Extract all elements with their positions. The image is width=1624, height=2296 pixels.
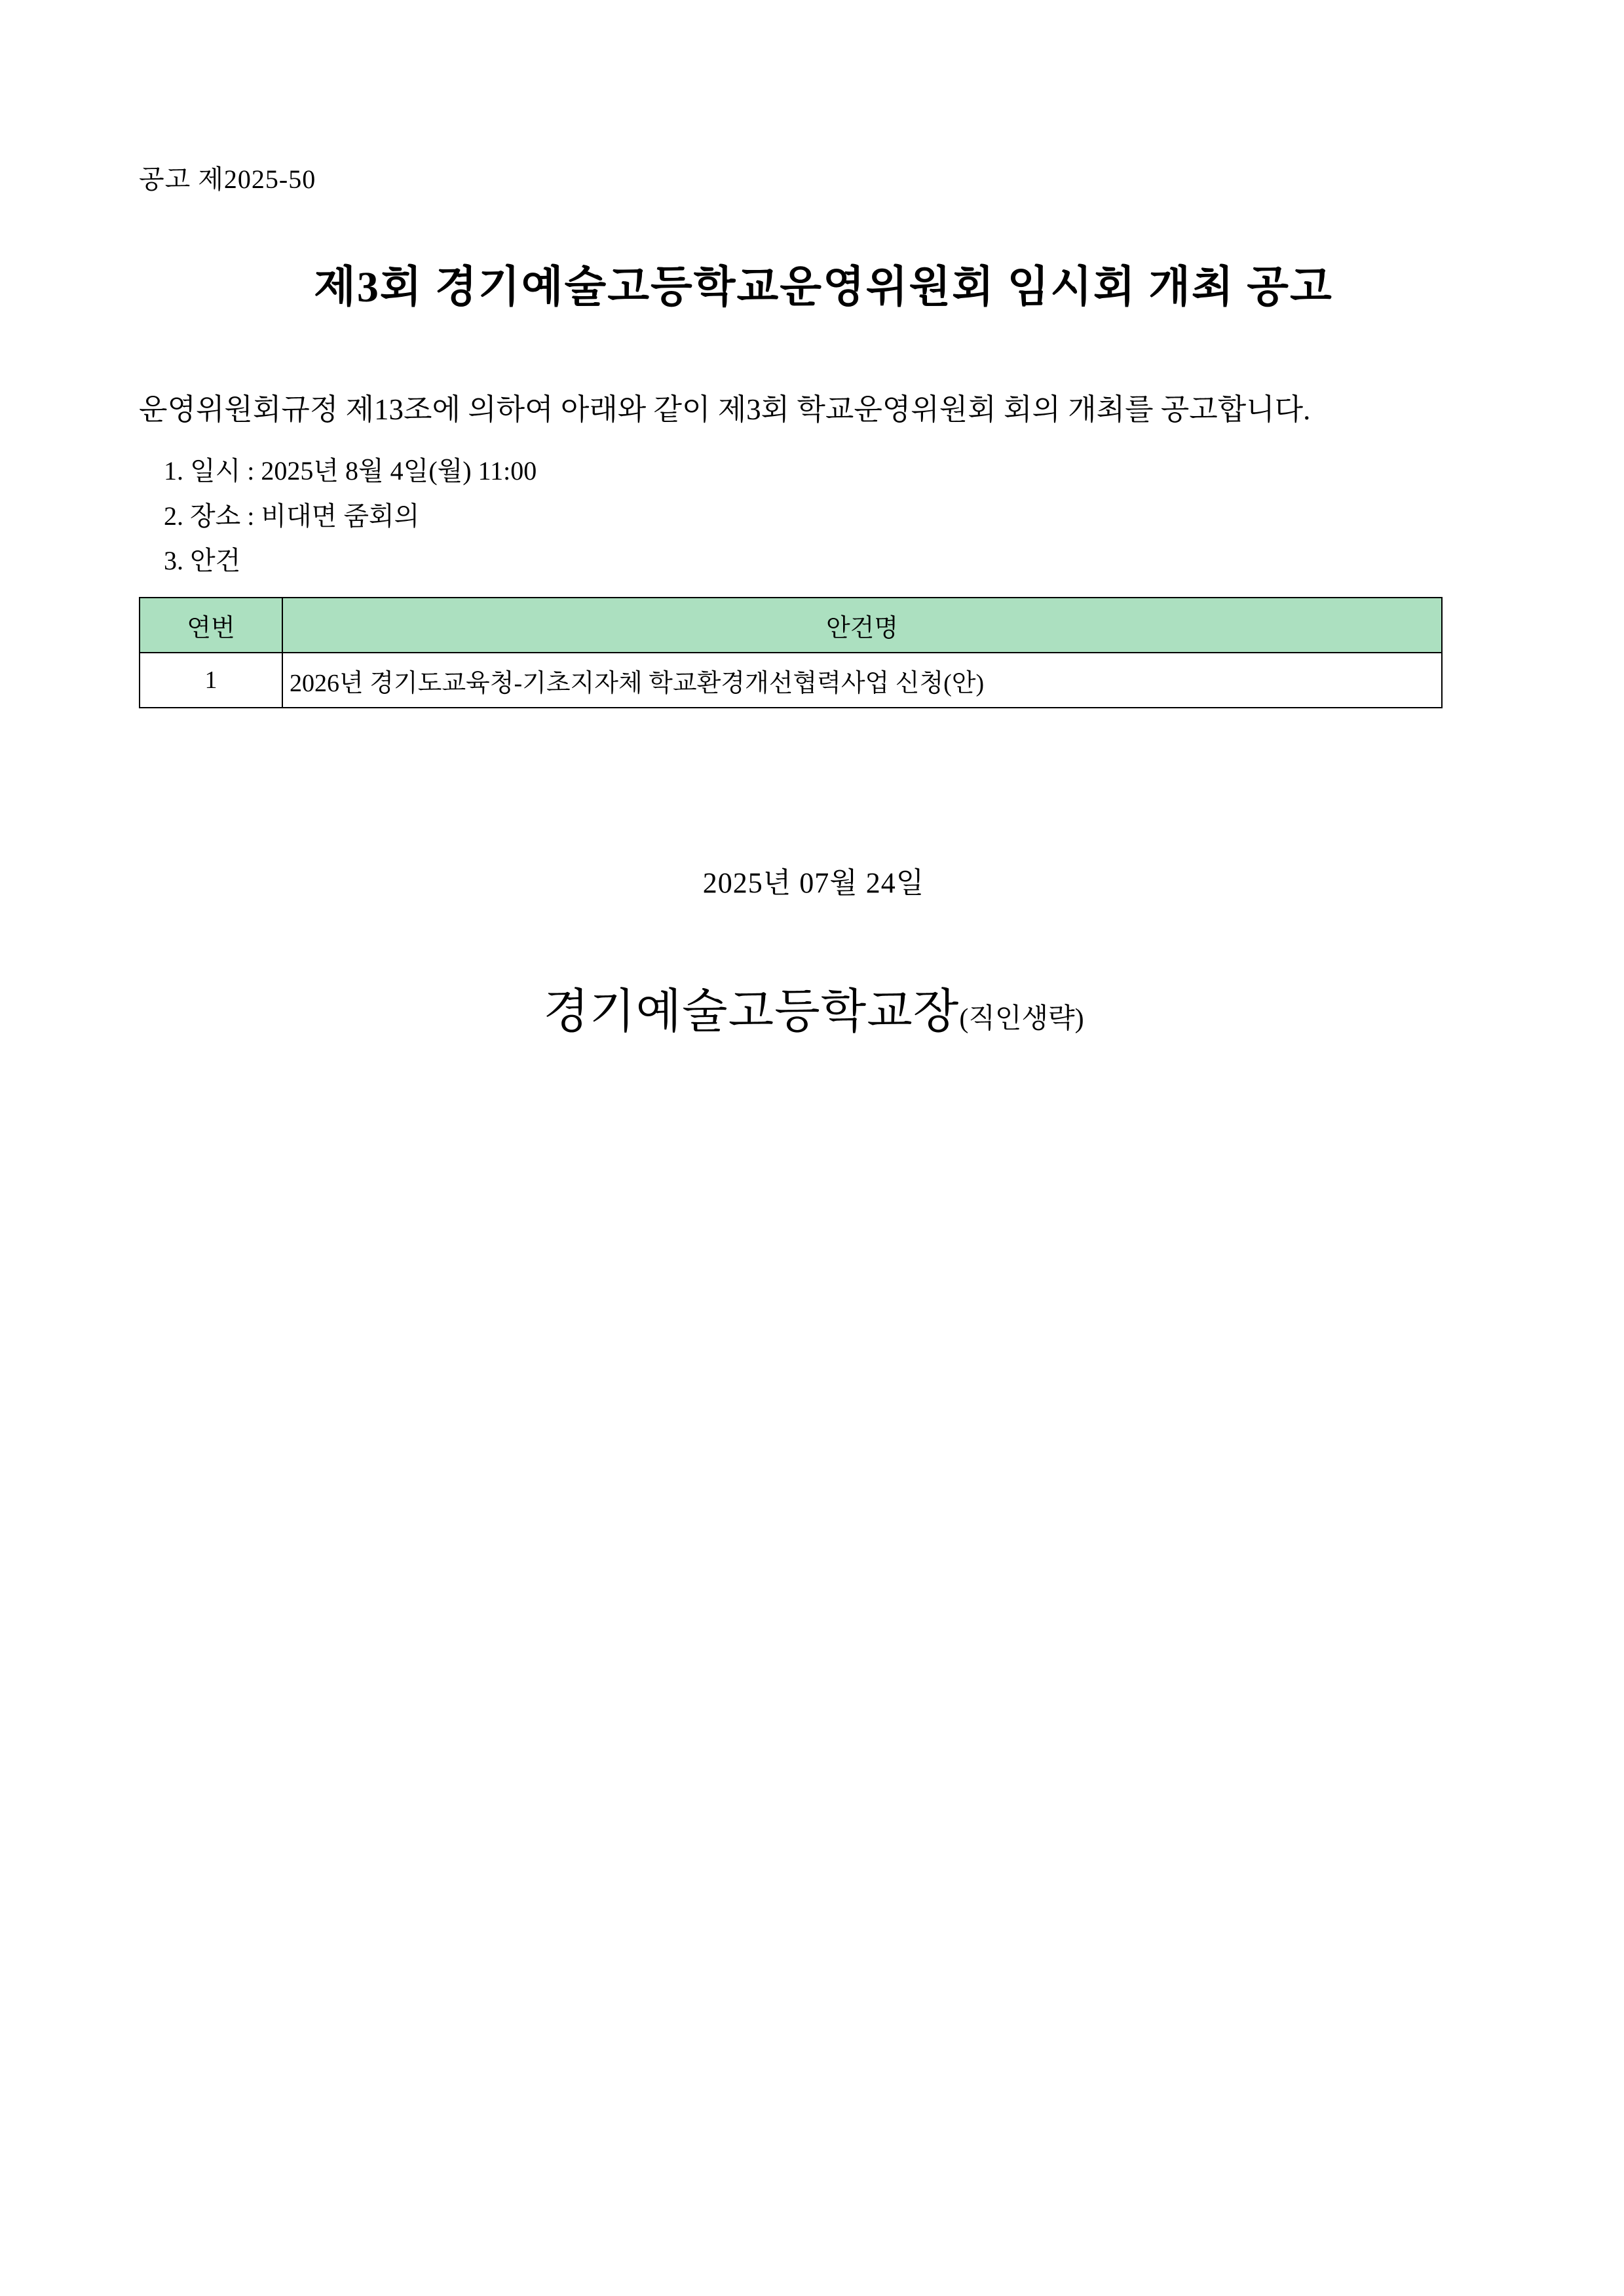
table-header-agenda-name: 안건명 [282, 598, 1442, 653]
table-row [140, 653, 1442, 708]
table-header-row [140, 598, 1442, 653]
intro-paragraph: 운영위원회규정 제13조에 의하여 아래와 같이 제3회 학교운영위원회 회의 개최를 공고합니다. [139, 392, 1311, 426]
document-number: 공고 제2025-50 [139, 164, 316, 194]
table-header-no: 연번 [140, 598, 282, 653]
issue-date: 2025년 07월 24일 [702, 867, 925, 900]
signature-organization: 경기예술고등학교장 [543, 985, 960, 1039]
page-title: 제3회 경기예술고등학교운영위원회 임시회 개최 공고 [314, 263, 1333, 311]
signature-block [139, 973, 1488, 1041]
agenda-table [139, 597, 1443, 708]
list-item-location: 2. 장소 : 비대면 줌회의 [164, 501, 420, 531]
list-item-agenda: 3. 안건 [164, 546, 241, 576]
document-body [139, 164, 1488, 1041]
list-item-datetime: 1. 일시 : 2025년 8월 4일(월) 11:00 [164, 455, 537, 486]
table-cell-no: 1 [140, 653, 282, 708]
seal-note: (직인생략) [959, 1004, 1084, 1035]
table-cell-agenda-name: 2026년 경기도교육청-기초지자체 학교환경개선협력사업 신청(안) [282, 653, 1442, 708]
